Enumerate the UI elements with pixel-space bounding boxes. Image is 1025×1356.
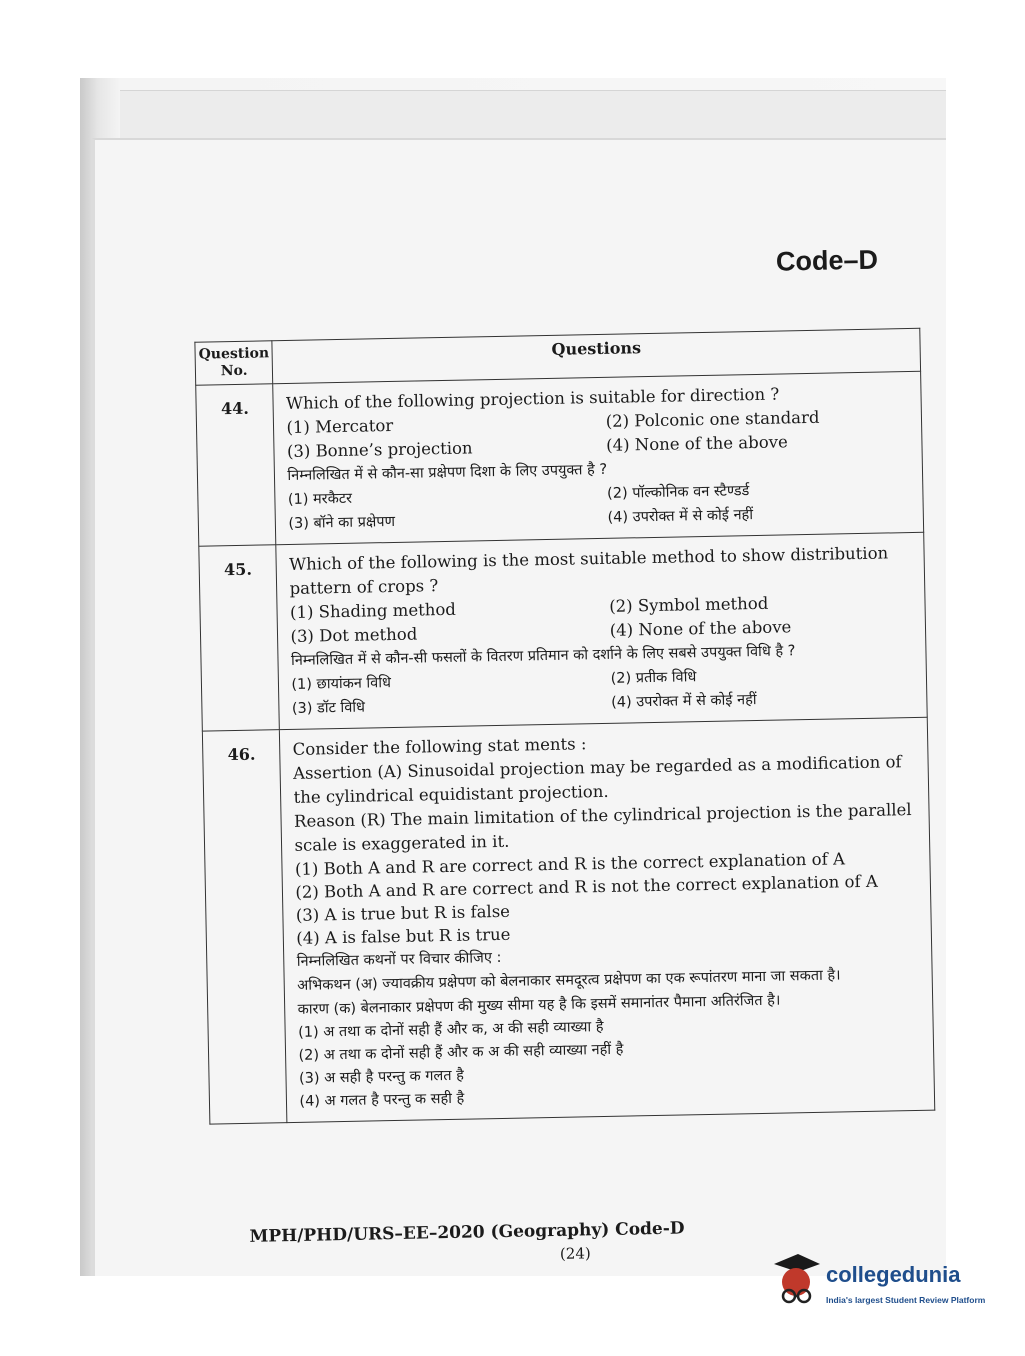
option: (4) उपरोक्त में से कोई नहीं [610, 692, 757, 711]
reason-text: Reason (R) The main limitation of the cylindrical projection is the parallel scale is exaggerated in it. [293, 800, 912, 855]
assertion-text-hindi: अभिकथन (अ) ज्यावक्रीय प्रक्षेपण को बेलनाकार समदूरत्व प्रक्षेपण का एक रूपांतरण माना जा सकता है। [297, 967, 841, 994]
question-number: 46. [202, 730, 287, 1124]
option: (4) None of the above [605, 432, 788, 455]
question-number: 44. [196, 384, 277, 546]
question-intro-hindi: निम्नलिखित कथनों पर विचार कीजिए : [296, 949, 502, 970]
option: (2) पॉल्कोनिक वन स्टैण्डर्ड [606, 483, 750, 502]
option: (4) उपरोक्त में से कोई नहीं [607, 507, 754, 526]
option: (3) Bonne’s projection [286, 438, 473, 461]
option: (2) Both A and R are correct and R is not the correct explanation of A [295, 871, 878, 902]
exam-page [180, 202, 946, 1276]
option: (2) प्रतीक विधि [610, 669, 697, 687]
option: (4) None of the above [609, 617, 792, 640]
option: (1) मरकैटर [287, 490, 353, 508]
options-hindi [298, 1010, 928, 1114]
question-table [194, 328, 935, 1125]
option: (3) Dot method [290, 624, 418, 646]
option: (1) Mercator [286, 415, 394, 437]
question-row [202, 717, 934, 1124]
question-body [273, 371, 924, 544]
option: (2) अ तथा क दोनों सही हैं और क अ की सही व्याख्या नहीं है [298, 1041, 624, 1064]
question-number: 45. [199, 545, 280, 731]
collegedunia-logo [768, 1250, 998, 1320]
assertion-text: Assertion (A) Sinusoidal projection may be regarded as a modification of the cylindrical equidistant projection. [292, 752, 902, 807]
option: (1) Both A and R are correct and R is the correct explanation of A [294, 849, 846, 879]
page-number: (24) [559, 1244, 591, 1263]
question-row [199, 532, 927, 731]
questions-header: Questions [272, 328, 920, 383]
scanned-page [80, 78, 946, 1276]
paper-code: Code–D [775, 244, 879, 277]
question-body [276, 532, 927, 729]
question-text-hindi: निम्नलिखित में से कौन-सा प्रक्षेपण दिशा के लिए उपयुक्त है ? [287, 461, 608, 484]
question-text: Which of the following projection is suitable for direction ? [285, 384, 780, 413]
option: (1) अ तथा क दोनों सही हैं और क, अ की सही व्याख्या है [297, 1019, 604, 1041]
option: (2) Symbol method [609, 593, 769, 616]
option: (3) बॉने का प्रक्षेपण [288, 513, 396, 532]
question-text: Which of the following is the most suitable method to show distribution pattern of crops ? [288, 543, 889, 598]
paper-footer: MPH/PHD/URS–EE–2020 (Geography) Code-D [249, 1218, 685, 1247]
option: (3) अ सही है परन्तु क गलत है [298, 1067, 464, 1087]
options-english [295, 846, 925, 950]
question-row [196, 371, 924, 546]
option: (2) Polconic one standard [605, 407, 820, 431]
reason-text-hindi: कारण (क) बेलनाकार प्रक्षेपण की मुख्य सीमा यह है कि इसमें समानांतर पैमाना अतिरंजित है। [297, 992, 781, 1018]
option: (4) अ गलत है परन्तु क सही है [299, 1090, 465, 1110]
question-text-hindi: निम्नलिखित में से कौन-सी फसलों के वितरण प्रतिमान को दर्शाने के लिए सबसे उपयुक्त विधि है ? [290, 643, 796, 669]
option: (1) Shading method [289, 599, 457, 622]
option: (3) A is true but R is false [295, 901, 511, 925]
logo-wordmark: collegedunia [826, 1262, 961, 1287]
question-body [280, 717, 935, 1122]
question-no-header: Question No. [195, 341, 273, 385]
option: (4) A is false but R is true [296, 924, 511, 948]
logo-tagline: India's largest Student Review Platform [826, 1295, 986, 1305]
option: (3) डॉट विधि [291, 699, 366, 717]
question-intro: Consider the following stat ments : [292, 734, 587, 759]
mascot-icon [768, 1250, 824, 1314]
option: (1) छायांकन विधि [291, 675, 392, 693]
